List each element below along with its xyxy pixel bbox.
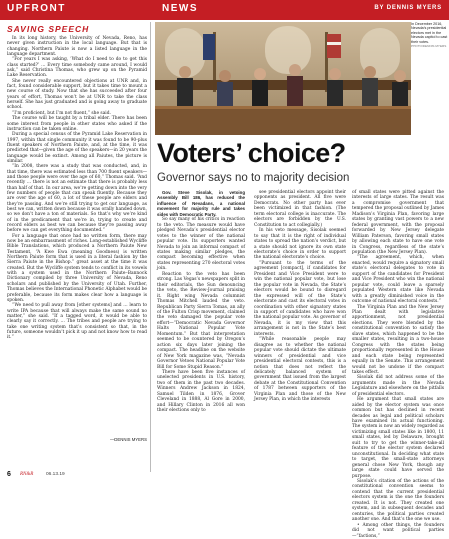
article-paragraph: see presidential electors appoint their opponents as president. All five were Democrats. No other party has ever been victimized in that fashion. (The term electoral college is inaccurate. The electors are forbidden by the U.S. Constitution to act collegially.) [254, 190, 346, 228]
sidebar-paragraph: “For years I was asking, ‘What do I need to do to get this class started?’ … Every time somebody came around, I would ask,” said Christina Thomas, who grew up on the Pyramid Lake Reservation. [7, 57, 147, 79]
sidebar-paragraph: “In 2008, there was a study that was conducted, and, in that time, there was estimated less than 700 fluent speakers—and those people were over the age of 60,” Thomas said. “And recently … there is not an estimate that there is probably less than half of that. In our area, we’re getting down into the very few numbers of people that can speak fluently. Because they are over the age of 60, a lot of these people are elders and they’re passing. And we’re still trying to get our language, as best we can, written down because it was orally handed down, so we don’t have a ton of materials. So that’s why we’re kind of in the predicament that we’re in, trying to create and record elders as best we can because they’re passing away before we can get everything documented.” [7, 164, 147, 234]
article-column-3 [352, 190, 444, 539]
sidebar-body [7, 36, 147, 341]
section-label-news: NEWS [162, 3, 198, 14]
article-paragraph: “The agreement, which, when enacted, would require a signatory small state’s electoral delegates to vote in support of the candidates for President and Vice President who win the national popular vote, could leave a sparsely populated Western state like Nevada with a greatly diminished voice in the outcome of national electoral contests.” [352, 255, 444, 305]
issue-date: 06.13.19 [46, 472, 65, 477]
magazine-name: RN&R [20, 472, 34, 477]
article-paragraph: Reaction to the veto has been strong. Las Vegas’s newspapers split in their editorials, the Sun denouncing the veto, the Review-Journal praising it. Right wing Nevada columnist Thomas Mitchell lauded the veto. Republican Party Sierra Tomas, an ally of the Fulton Crisp movement, claimed the veto damaged the popular vote effort—“Democratic Nevada Governor Halts National Popular Vote Momentum.” But that interpretation seemed to be countered by Oregon’s action six days later joining the compact. The headline on the website of New York magazine was, “Nevada Governor Vetoes National Popular Vote Bill for Some Stupid Reason.” [157, 271, 245, 370]
article-lead-paragraph: Gov. Steve Sisolak, in vetoing Assembly Bill 186, has reduced the influence of Nevadans, a national movement for majority rule and takes sides with Democratic Party. [157, 190, 245, 217]
article-paragraph: “While reasonable people may disagree as to whether the national popular vote should dictate the ultimate winners of presidential and vice presidential electoral contests, this is a notion that does not reflect the delicately balanced system of government that issued from the largest debate at the Constitutional Convention of 1787 between supporters of the Virginia Plan and those of the New Jersey Plan, in which the interests [254, 337, 346, 403]
article-paragraph: of small states were pitted against the interests of large states. The result was a compromise government that tempered the proposal outlined by James Madison’s Virginia Plan, favoring large states by granting vast powers to a new federal government, with the proposal forwarded by New Jersey delegate William Paterson, favoring small states by allowing each state to have one vote in Congress, regardless of the state’s population (the New Jersey Plan). [352, 190, 444, 255]
article-paragraph: In his veto message, Sisolak seemed to say that it is the right of individual states to spread the nation’s verdict, but a state should not ignore its own state electorate’s choice in order to support the national electorate’s choice. [254, 228, 346, 261]
sidebar-paragraph: She never really encountered objections at UNR and, in fact, found considerable support, but it takes time to mount a new course of study. Now that she has succeeded after four years of effort, Thomas won’t be at UNR to take the class herself. She has just graduated and is going away to graduate school. [7, 78, 147, 111]
article-paragraph: “Pursuant to the terms of the agreement [compact], if candidates for President and Vice President were to win the national popular vote, but lose the popular vote in Nevada, the State’s electors would be bound to disregard the expressed will of the State’s electorate and cast its electoral votes in coordination with other signatory states in support of candidates who have won the national popular vote. As governor of Nevada, it is my view that this arrangement is not in the State’s best interests. [254, 260, 346, 337]
sidebar-story [7, 22, 149, 468]
sidebar-paragraph: During a special census of the Pyramid Lake Reservation in 1997, within that single community it was found to be 90-plus fluent speakers of Northern Paiute, and, at the time, it was predicted that—given the age of the speakers—in 20 years the language would be extinct. Among all Paiutes, the picture is similar. [7, 132, 147, 164]
article-column-2 [254, 190, 346, 403]
article-paragraph: • Among other things, the founders did not want political parties—“factions,” [352, 522, 444, 539]
article-paragraph: So say many of his critics in reaction to the veto. The measure would have pledged Nevada’s presidential elector votes to the winner of the national popular vote. Its supporters wanted Nevada to join an informal compact of states making similar pledges, the compact becoming effective when states representing 270 electoral votes join. [157, 217, 245, 272]
photo-caption [411, 22, 448, 48]
article-paragraph: Sisolak did not address some of the arguments made in the Nevada Legislature and elsewhere on the pitfalls of presidential electors. [352, 375, 444, 397]
sidebar-title: SAVING SPEECH [7, 24, 90, 34]
article-paragraph: The Virginia Plan and the New Jersey Plan dealt with legislative apportionment, not presidential elections. They were blended by the constitutional convention to satisfy the slave states, which happened to be the smaller states, resulting in a two-house Congress with the states being proportionally represented in the House and each state being represented equally in the Senate. This arrangement would not be undone if the compact takes effect. [352, 304, 444, 375]
article-paragraph: He argument that small states are aided by the elector system was once common but has declined in recent decades as legal and political scholars have examined its actual functioning. The system is now an widely regarded as victimizing small states like in 1800, 11 small states, led by Delaware, brought suit to try to get the winner-take-all feature of the elector system declared unconstitutional. In deciding what state to target, the small-state attorneys general chose New York, though any large state could have served the purpose. [352, 397, 444, 479]
article-paragraph: Sisolak’s citation of the actions of the constitutional convention seems to contend that the current presidential electors system is the one the founders created. It is not. They created one system, and in subsequent decades and centuries, the political parties created another one. And that’s the one we use. [352, 479, 444, 523]
electors-photo [155, 22, 411, 135]
photo-credit: PHOTO/DENNIS MYERS [411, 44, 447, 49]
article-column-1 [157, 190, 245, 414]
sidebar-paragraph: “I’m proficient, but I’m not fluent,” she said. [12, 110, 111, 116]
sidebar-author: —DENNIS MYERS [109, 437, 147, 442]
article-headline: Voters’ choice? [157, 138, 346, 168]
sidebar-paragraph: “We need to pull away from [other systems] and … learn to write IPA because that will always make the same sound no matter,” she said. “If a tagged word, it would be able to clearly say it correctly. … The tribes and people are trying to take one writing system that’s consistent so that, in the future, someone wouldn’t pick it up and not know how to read it.” [7, 303, 147, 341]
article-deck: Governor says no to majority decision [157, 172, 350, 184]
electors-photo-illustration [155, 22, 411, 135]
sidebar-paragraph: In its long history, the University of Nevada, Reno, has never given instruction in the local language. But that is changing. Northern Paiute is now a listed language in the language department. [7, 36, 147, 58]
sidebar-paragraph: For a language that once had no written form, there may now be an embarrassment of riches. Long-established Wycliffe Bible Translations, which produced a Northern Paiute New Testament, “A Kwe Ewa (meaning Goodness) is written Northern Paiute form that is used in a literal fashion by the Sierra Paiute in the Bishop.” great asset at the time it was created. But the Wycliffe system tends to conflict in its vowels with a system used in the Northern Paiute–Bannock Dictionary compiled by three University of Nevada, Reno scholars and published by the University of Utah. Further, Thomas believes the International Phonetic Alphabet would be preferable, because its form makes clear how a language is spoken. [7, 233, 148, 303]
article-paragraph: There have been five instances of unelected presidents in U.S. history, two of them in the past two decades. Winners Andrew Jackson in 1824, Samuel Tilden in 1876, Grover Cleveland in 1888, Al Gore in 2000, and Hillary Clinton in 2016 all won their elections only to [157, 369, 245, 414]
sidebar-paragraph: The course will be taught by a tribal elder. There has been some interest from people in other states who asked if the instruction can be taken online. [7, 116, 147, 132]
photo-caption-text: In December 2016, Nevada’s presidential electors met in the Nevada capitol to cast their votes. [411, 22, 448, 44]
page-number: 6 [7, 471, 11, 478]
article-byline: BY DENNIS MYERS [374, 5, 442, 11]
section-label-upfront: UPFRONT [7, 3, 66, 14]
column-divider [150, 22, 151, 472]
